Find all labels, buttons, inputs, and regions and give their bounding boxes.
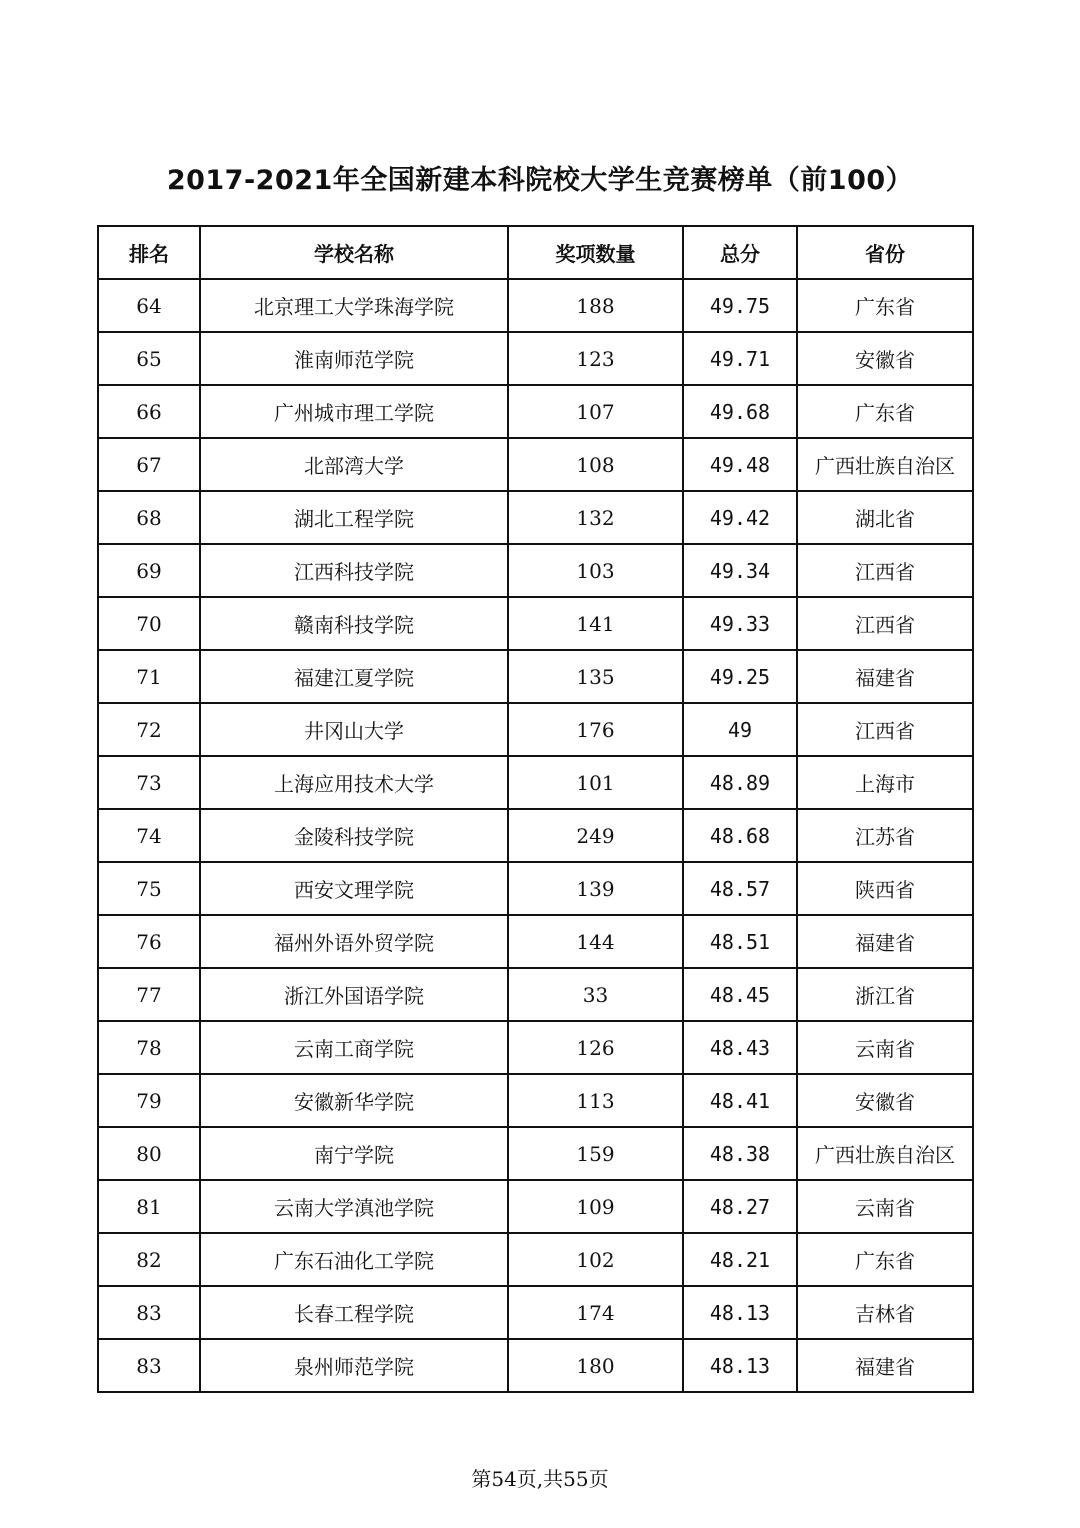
- province-cell: 上海市: [797, 756, 973, 809]
- award-count-cell: 108: [508, 438, 683, 491]
- school-name-cell: 南宁学院: [200, 1127, 508, 1180]
- award-count-cell: 141: [508, 597, 683, 650]
- school-name-cell: 江西科技学院: [200, 544, 508, 597]
- province-cell: 广东省: [797, 1233, 973, 1286]
- total-score-cell: 48.13: [683, 1286, 797, 1339]
- total-score-cell: 48.41: [683, 1074, 797, 1127]
- total-score-cell: 49.25: [683, 650, 797, 703]
- table-row: [98, 756, 973, 809]
- school-name-cell: 泉州师范学院: [200, 1339, 508, 1392]
- school-name-cell: 福州外语外贸学院: [200, 915, 508, 968]
- rank-cell: 71: [98, 650, 200, 703]
- rank-cell: 69: [98, 544, 200, 597]
- award-count-cell: 126: [508, 1021, 683, 1074]
- province-cell: 吉林省: [797, 1286, 973, 1339]
- table-row: [98, 1286, 973, 1339]
- ranking-table: [97, 225, 974, 1393]
- school-name-cell: 云南工商学院: [200, 1021, 508, 1074]
- school-name-cell: 广东石油化工学院: [200, 1233, 508, 1286]
- province-cell: 安徽省: [797, 332, 973, 385]
- table-row: [98, 279, 973, 332]
- total-score-cell: 49.33: [683, 597, 797, 650]
- total-score-cell: 48.57: [683, 862, 797, 915]
- province-cell: 江西省: [797, 703, 973, 756]
- province-cell: 广东省: [797, 385, 973, 438]
- total-score-cell: 49: [683, 703, 797, 756]
- rank-cell: 83: [98, 1339, 200, 1392]
- school-name-cell: 金陵科技学院: [200, 809, 508, 862]
- province-cell: 江西省: [797, 544, 973, 597]
- award-count-cell: 102: [508, 1233, 683, 1286]
- award-count-cell: 33: [508, 968, 683, 1021]
- column-header-score: 总分: [683, 226, 797, 279]
- table-row: [98, 650, 973, 703]
- school-name-cell: 浙江外国语学院: [200, 968, 508, 1021]
- table-row: [98, 703, 973, 756]
- award-count-cell: 109: [508, 1180, 683, 1233]
- table-row: [98, 1021, 973, 1074]
- award-count-cell: 123: [508, 332, 683, 385]
- award-count-cell: 107: [508, 385, 683, 438]
- province-cell: 云南省: [797, 1021, 973, 1074]
- table-row: [98, 1180, 973, 1233]
- total-score-cell: 48.89: [683, 756, 797, 809]
- rank-cell: 74: [98, 809, 200, 862]
- column-header-province: 省份: [797, 226, 973, 279]
- province-cell: 广东省: [797, 279, 973, 332]
- school-name-cell: 福建江夏学院: [200, 650, 508, 703]
- rank-cell: 82: [98, 1233, 200, 1286]
- school-name-cell: 湖北工程学院: [200, 491, 508, 544]
- school-name-cell: 安徽新华学院: [200, 1074, 508, 1127]
- rank-cell: 81: [98, 1180, 200, 1233]
- table-row: [98, 438, 973, 491]
- column-header-awards: 奖项数量: [508, 226, 683, 279]
- award-count-cell: 144: [508, 915, 683, 968]
- table-row: [98, 1074, 973, 1127]
- total-score-cell: 49.34: [683, 544, 797, 597]
- total-score-cell: 48.68: [683, 809, 797, 862]
- column-header-rank: 排名: [98, 226, 200, 279]
- province-cell: 广西壮族自治区: [797, 1127, 973, 1180]
- school-name-cell: 上海应用技术大学: [200, 756, 508, 809]
- column-header-school: 学校名称: [200, 226, 508, 279]
- rank-cell: 77: [98, 968, 200, 1021]
- rank-cell: 72: [98, 703, 200, 756]
- province-cell: 湖北省: [797, 491, 973, 544]
- table-row: [98, 544, 973, 597]
- rank-cell: 73: [98, 756, 200, 809]
- total-score-cell: 49.68: [683, 385, 797, 438]
- table-row: [98, 385, 973, 438]
- province-cell: 福建省: [797, 1339, 973, 1392]
- rank-cell: 70: [98, 597, 200, 650]
- province-cell: 安徽省: [797, 1074, 973, 1127]
- total-score-cell: 48.51: [683, 915, 797, 968]
- award-count-cell: 132: [508, 491, 683, 544]
- school-name-cell: 井冈山大学: [200, 703, 508, 756]
- table-row: [98, 1339, 973, 1392]
- school-name-cell: 北部湾大学: [200, 438, 508, 491]
- school-name-cell: 赣南科技学院: [200, 597, 508, 650]
- total-score-cell: 48.38: [683, 1127, 797, 1180]
- total-score-cell: 48.43: [683, 1021, 797, 1074]
- province-cell: 江西省: [797, 597, 973, 650]
- province-cell: 陕西省: [797, 862, 973, 915]
- table-header-row: [98, 226, 973, 279]
- province-cell: 云南省: [797, 1180, 973, 1233]
- table-row: [98, 597, 973, 650]
- rank-cell: 66: [98, 385, 200, 438]
- rank-cell: 68: [98, 491, 200, 544]
- award-count-cell: 174: [508, 1286, 683, 1339]
- table-row: [98, 862, 973, 915]
- table-row: [98, 968, 973, 1021]
- rank-cell: 83: [98, 1286, 200, 1339]
- school-name-cell: 云南大学滇池学院: [200, 1180, 508, 1233]
- award-count-cell: 159: [508, 1127, 683, 1180]
- award-count-cell: 176: [508, 703, 683, 756]
- award-count-cell: 188: [508, 279, 683, 332]
- table-row: [98, 809, 973, 862]
- page-title: 2017-2021年全国新建本科院校大学生竞赛榜单（前100）: [166, 165, 914, 196]
- award-count-cell: 135: [508, 650, 683, 703]
- province-cell: 江苏省: [797, 809, 973, 862]
- rank-cell: 78: [98, 1021, 200, 1074]
- award-count-cell: 139: [508, 862, 683, 915]
- table-row: [98, 915, 973, 968]
- total-score-cell: 49.48: [683, 438, 797, 491]
- province-cell: 广西壮族自治区: [797, 438, 973, 491]
- table-row: [98, 1127, 973, 1180]
- table-row: [98, 332, 973, 385]
- rank-cell: 75: [98, 862, 200, 915]
- table-row: [98, 1233, 973, 1286]
- province-cell: 福建省: [797, 650, 973, 703]
- total-score-cell: 48.13: [683, 1339, 797, 1392]
- rank-cell: 67: [98, 438, 200, 491]
- total-score-cell: 48.45: [683, 968, 797, 1021]
- award-count-cell: 101: [508, 756, 683, 809]
- table-row: [98, 491, 973, 544]
- school-name-cell: 长春工程学院: [200, 1286, 508, 1339]
- award-count-cell: 249: [508, 809, 683, 862]
- school-name-cell: 北京理工大学珠海学院: [200, 279, 508, 332]
- total-score-cell: 49.42: [683, 491, 797, 544]
- total-score-cell: 48.27: [683, 1180, 797, 1233]
- rank-cell: 65: [98, 332, 200, 385]
- province-cell: 浙江省: [797, 968, 973, 1021]
- school-name-cell: 西安文理学院: [200, 862, 508, 915]
- total-score-cell: 48.21: [683, 1233, 797, 1286]
- school-name-cell: 淮南师范学院: [200, 332, 508, 385]
- province-cell: 福建省: [797, 915, 973, 968]
- rank-cell: 80: [98, 1127, 200, 1180]
- total-score-cell: 49.75: [683, 279, 797, 332]
- table-body: [98, 279, 973, 1392]
- rank-cell: 76: [98, 915, 200, 968]
- rank-cell: 79: [98, 1074, 200, 1127]
- page-footer: 第54页,共55页: [471, 1467, 609, 1491]
- award-count-cell: 103: [508, 544, 683, 597]
- award-count-cell: 113: [508, 1074, 683, 1127]
- total-score-cell: 49.71: [683, 332, 797, 385]
- award-count-cell: 180: [508, 1339, 683, 1392]
- rank-cell: 64: [98, 279, 200, 332]
- school-name-cell: 广州城市理工学院: [200, 385, 508, 438]
